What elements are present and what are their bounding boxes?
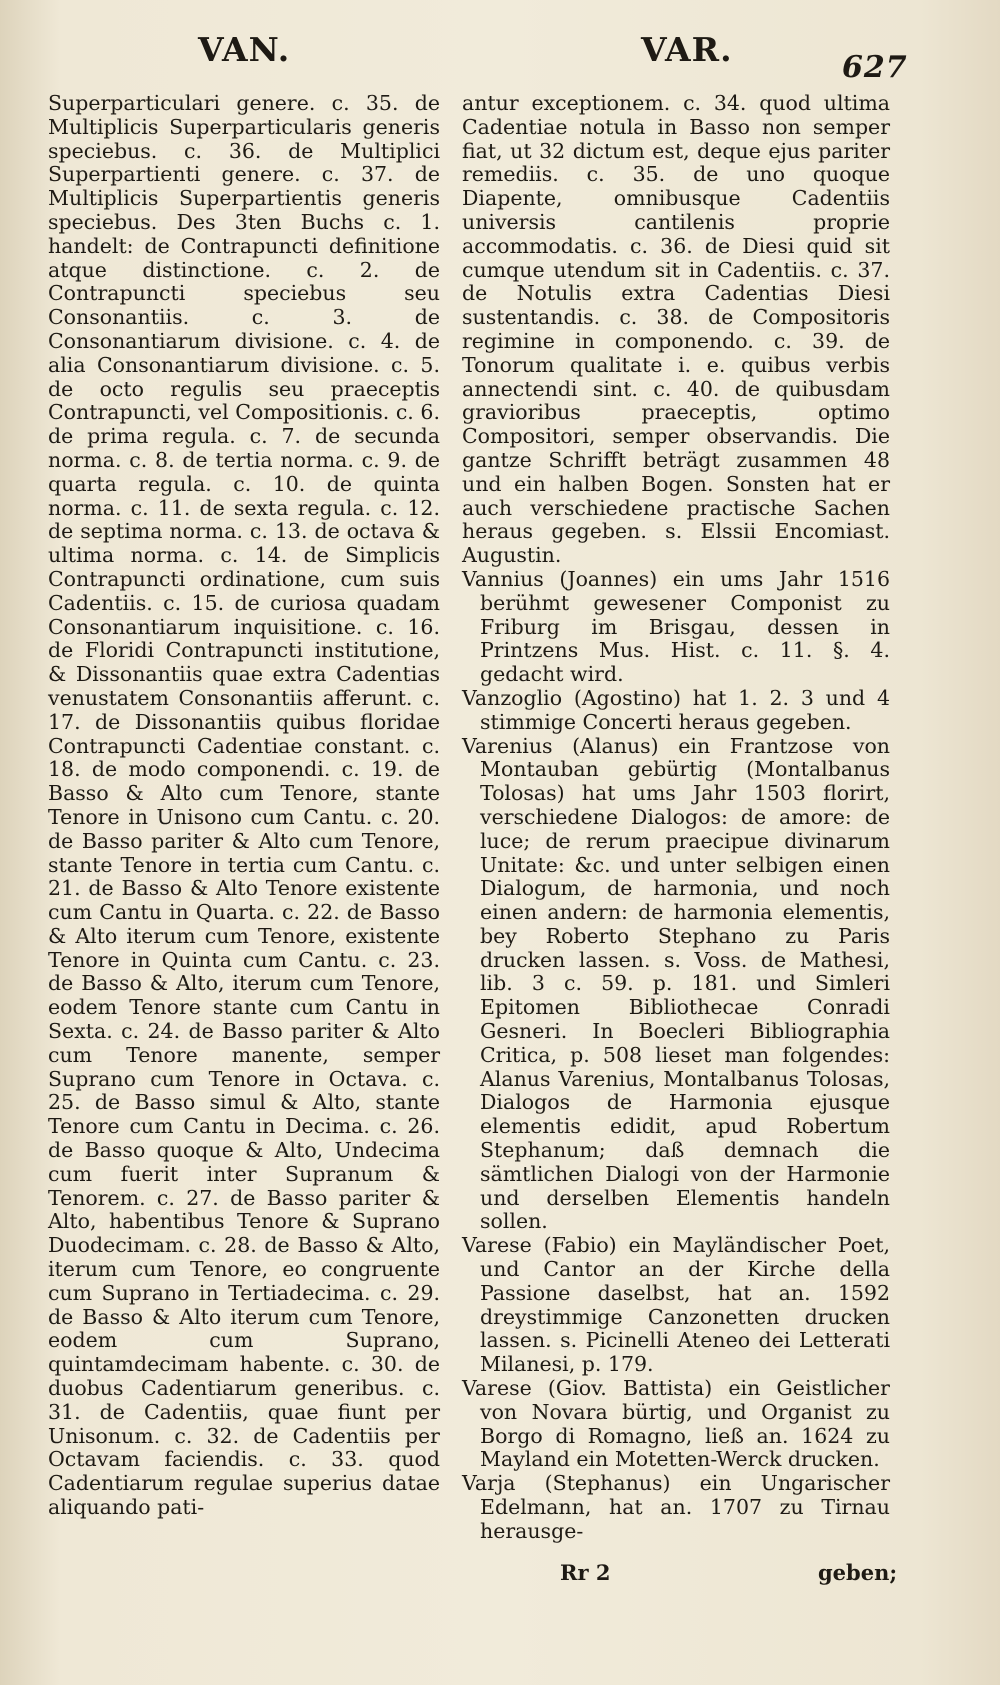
entry-varenius: Varenius (Alanus) ein Frantzose von Montauban gebürtig (Montalbanus Tolosas) hat ums Jahr 1503 florirt, verschiedene Dialogos: de amore: de luce; de rerum praecipue divinarum Unitate: &c. und unter selbigen einen Dialogum, de harmonia, und noch einen andern: de harmonia elementis, bey Roberto Stephano zu Paris drucken lassen. s. Voss. de Mathesi, lib. 3 c. 59. p. 181. und Simleri Epitomen Bibliothecae Conradi Gesneri. In Boecleri Bibliographia Critica, p. 508 lieset man folgendes: Alanus Varenius, Montalbanus Tolosas, Dialogos de Harmonia ejusque elementis edidit, apud Robertum Stephanum; daß demnach die sämtlichen Dialogi von der Harmonie und derselben Elementis handeln sollen. bbox=[462, 733, 890, 1234]
left-column bbox=[48, 92, 440, 1520]
signature-mark: Rr 2 bbox=[560, 1560, 611, 1585]
running-head-left: VAN. bbox=[198, 30, 291, 69]
entry-varese-giov-battista: Varese (Giov. Battista) ein Geistlicher von Novara bürtig, und Organist zu Borgo di Romagno, ließ an. 1624 zu Mayland ein Motetten-Werck drucken. bbox=[462, 1376, 890, 1472]
entry-vanzoglio: Vanzoglio (Agostino) hat 1. 2. 3 und 4 stimmige Concerti heraus gegeben. bbox=[462, 685, 890, 734]
catchword: geben; bbox=[818, 1560, 898, 1585]
entry-varese-fabio: Varese (Fabio) ein Mayländischer Poet, und Cantor an der Kirche della Passione daselbst, hat an. 1592 dreystimmige Canzonetten drucken lassen. s. Picinelli Ateneo dei Letterati Milanesi, p. 179. bbox=[462, 1233, 890, 1377]
entry-vannius: Vannius (Joannes) ein ums Jahr 1516 berühmt gewesener Componist zu Friburg im Brisgau, dessen in Printzens Mus. Hist. c. 11. §. 4. gedacht wird. bbox=[462, 566, 890, 687]
right-column bbox=[462, 92, 890, 1544]
entry-varja: Varja (Stephanus) ein Ungarischer Edelmann, hat an. 1707 zu Tirnau herausge- bbox=[462, 1471, 890, 1543]
page-number: 627 bbox=[842, 50, 908, 85]
right-continuation-text: antur exceptionem. c. 34. quod ultima Cadentiae notula in Basso non semper fiat, ut 32 dictum est, deque ejus pariter remediis. c. 35. de uno quoque Diapente, omnibusque Cadentiis universis cantilenis proprie accommodatis. c. 36. de Diesi quid sit cumque utendum sit in Cadentiis. c. 37. de Notulis extra Cadentias Diesi sustentandis. c. 38. de Compositoris regimine in componendo. c. 39. de Tonorum qualitate i. e. quibus verbis annectendi sint. c. 40. de quibusdam gravioribus praeceptis, optimo Compositori, semper observandis. Die gantze Schrifft beträgt zusammen 48 und ein halben Bogen. Sonsten hat er auch verschiedene practische Sachen heraus gegeben. s. Elssii Encomiast. Augustin. bbox=[462, 91, 890, 568]
left-column-text: Superparticulari genere. c. 35. de Multiplicis Superparticularis generis speciebus. c. 36. de Multiplici Superpartienti genere. c. 37. de Multiplicis Superpartientis generis speciebus. Des 3ten Buchs c. 1. handelt: de Contrapuncti definitione atque distinctione. c. 2. de Contrapuncti speciebus seu Consonantiis. c. 3. de Consonantiarum divisione. c. 4. de alia Consonantiarum divisione. c. 5. de octo regulis seu praeceptis Contrapuncti, vel Compositionis. c. 6. de prima regula. c. 7. de secunda norma. c. 8. de tertia norma. c. 9. de quarta regula. c. 10. de quinta norma. c. 11. de sexta regula. c. 12. de septima norma. c. 13. de octava & ultima norma. c. 14. de Simplicis Contrapuncti ordinatione, cum suis Cadentiis. c. 15. de curiosa quadam Consonantiarum inquisitione. c. 16. de Floridi Contrapuncti institutione, & Dissonantiis quae extra Cadentias venustatem Consonantiis afferunt. c. 17. de Dissonantiis quibus floridae Contrapuncti Cadentiae constant. c. 18. de modo componendi. c. 19. de Basso & Alto cum Tenore, stante Tenore in Unisono cum Cantu. c. 20. de Basso pariter & Alto cum Tenore, stante Tenore in tertia cum Cantu. c. 21. de Basso & Alto Tenore existente cum Cantu in Quarta. c. 22. de Basso & Alto iterum cum Tenore, existente Tenore in Quinta cum Cantu. c. 23. de Basso & Alto, iterum cum Tenore, eodem Tenore stante cum Cantu in Sexta. c. 24. de Basso pariter & Alto cum Tenore manente, semper Suprano cum Tenore in Octava. c. 25. de Basso simul & Alto, stante Tenore cum Cantu in Decima. c. 26. de Basso quoque & Alto, Undecima cum fuerit inter Supranum & Tenorem. c. 27. de Basso pariter & Alto, habentibus Tenore & Suprano Duodecimam. c. 28. de Basso & Alto, iterum cum Tenore, eo congruente cum Suprano in Tertiadecima. c. 29. de Basso & Alto iterum cum Tenore, eodem cum Suprano, quintamdecimam habente. c. 30. de duobus Cadentiarum generibus. c. 31. de Cadentiis, quae fiunt per Unisonum. c. 32. de Cadentiis per Octavam faciendis. c. 33. quod Cadentiarum regulae superius datae aliquando pati- bbox=[48, 91, 440, 1520]
running-head-right: VAR. bbox=[641, 30, 733, 69]
